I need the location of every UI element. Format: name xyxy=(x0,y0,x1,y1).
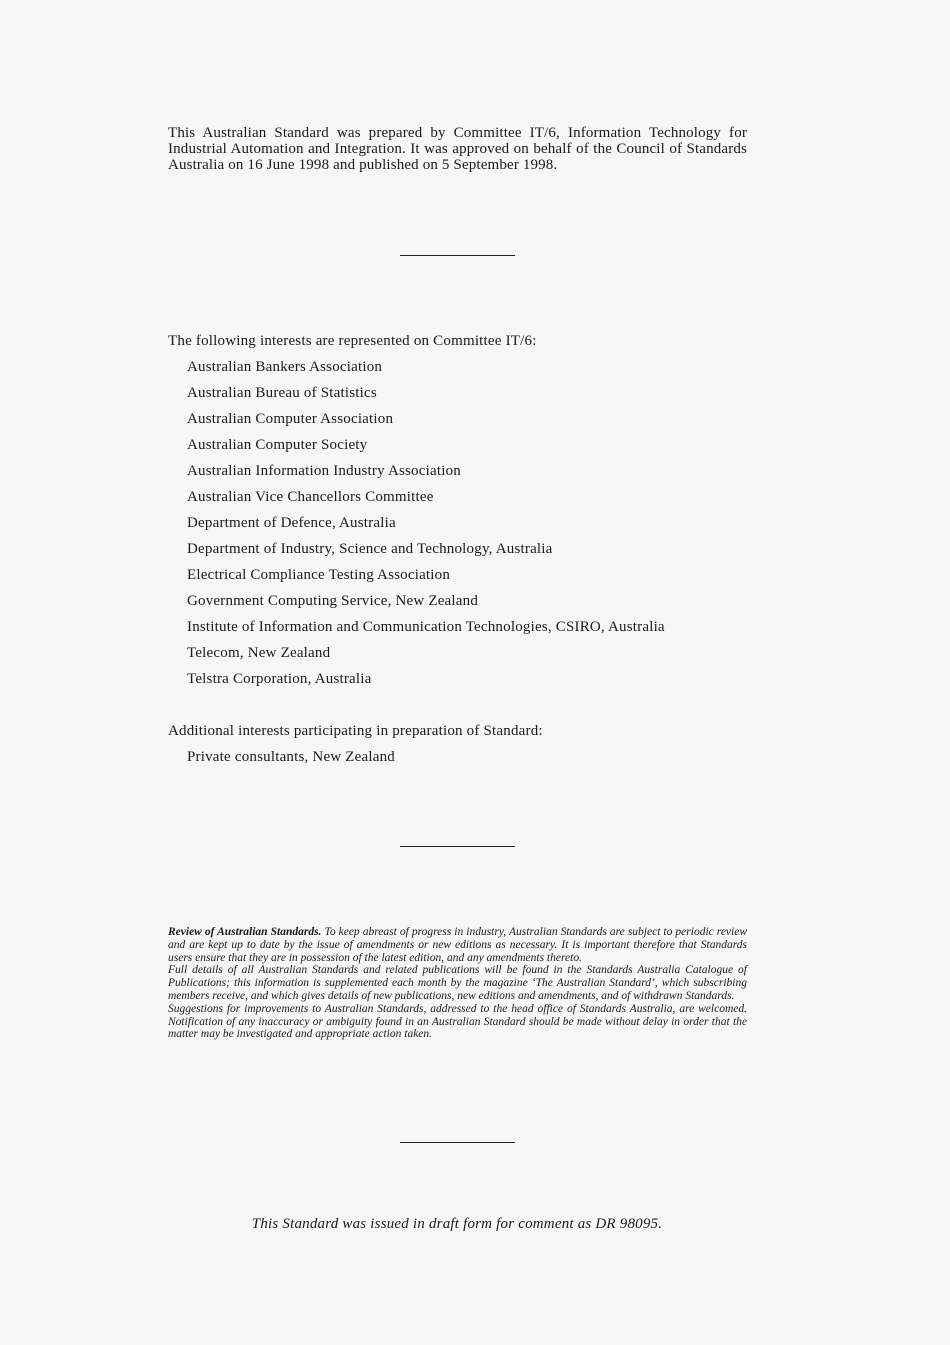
list-item: Australian Bankers Association xyxy=(187,359,383,375)
review-text: To keep abreast of progress in industry, Australian Standards are subject to periodic review and are kept up to date by the issue of amendments or new editions as necessary. It is important therefore that Standards users ensure that they are in possession of the latest edition, and any amendments thereto. xyxy=(168,926,748,964)
list-item: Australian Bureau of Statistics xyxy=(187,385,377,401)
divider-rule xyxy=(400,846,515,847)
list-item: Department of Industry, Science and Technology, Australia xyxy=(187,541,553,557)
list-item: Australian Vice Chancellors Committee xyxy=(187,489,434,505)
committee-interests xyxy=(168,332,788,696)
additional-interests xyxy=(168,722,788,774)
list-item: Telecom, New Zealand xyxy=(187,645,331,661)
divider-rule xyxy=(400,255,515,256)
preparation-statement: This Australian Standard was prepared by Committee IT/6, Information Technology for Industrial Automation and Integration. It was approved on behalf of the Council of Standards Australia on 16 June 1998 and published on 5 September 1998. xyxy=(168,125,747,173)
additional-list xyxy=(168,748,788,774)
list-item: Institute of Information and Communication Technologies, CSIRO, Australia xyxy=(187,619,665,635)
review-paragraph: Suggestions for improvements to Australian Standards, addressed to the head office of Standards Australia, are welcomed. Notification of any inaccuracy or ambiguity found in an Australian Standard should be made without delay in order that the matter may be investigated and appropriate action taken. xyxy=(168,1002,747,1041)
review-notice xyxy=(168,926,747,1041)
list-item: Private consultants, New Zealand xyxy=(187,749,396,765)
list-item: Australian Information Industry Association xyxy=(187,463,461,479)
review-paragraph: Full details of all Australian Standards and related publications will be found in the Standards Australia Catalogue of Publications; this information is supplemented each month by the magazine ‘The Australian Standard’, which subscribing members receive, and which gives details of new publications, new editions and amendments, and of withdrawn Standards. xyxy=(168,964,747,1002)
draft-note: This Standard was issued in draft form for comment as DR 98095. xyxy=(251,1216,663,1232)
list-item: Telstra Corporation, Australia xyxy=(187,671,372,687)
list-item: Australian Computer Society xyxy=(187,437,368,453)
additional-heading: Additional interests participating in preparation of Standard: xyxy=(168,723,543,739)
list-item: Electrical Compliance Testing Association xyxy=(187,567,451,583)
interests-heading: The following interests are represented on Committee IT/6: xyxy=(168,333,537,349)
review-paragraph xyxy=(168,926,747,964)
list-item: Department of Defence, Australia xyxy=(187,515,396,531)
interests-list xyxy=(168,358,788,696)
divider-rule xyxy=(400,1142,515,1143)
review-title: Review of Australian Standards. xyxy=(168,926,322,938)
list-item: Government Computing Service, New Zealand xyxy=(187,593,479,609)
list-item: Australian Computer Association xyxy=(187,411,394,427)
